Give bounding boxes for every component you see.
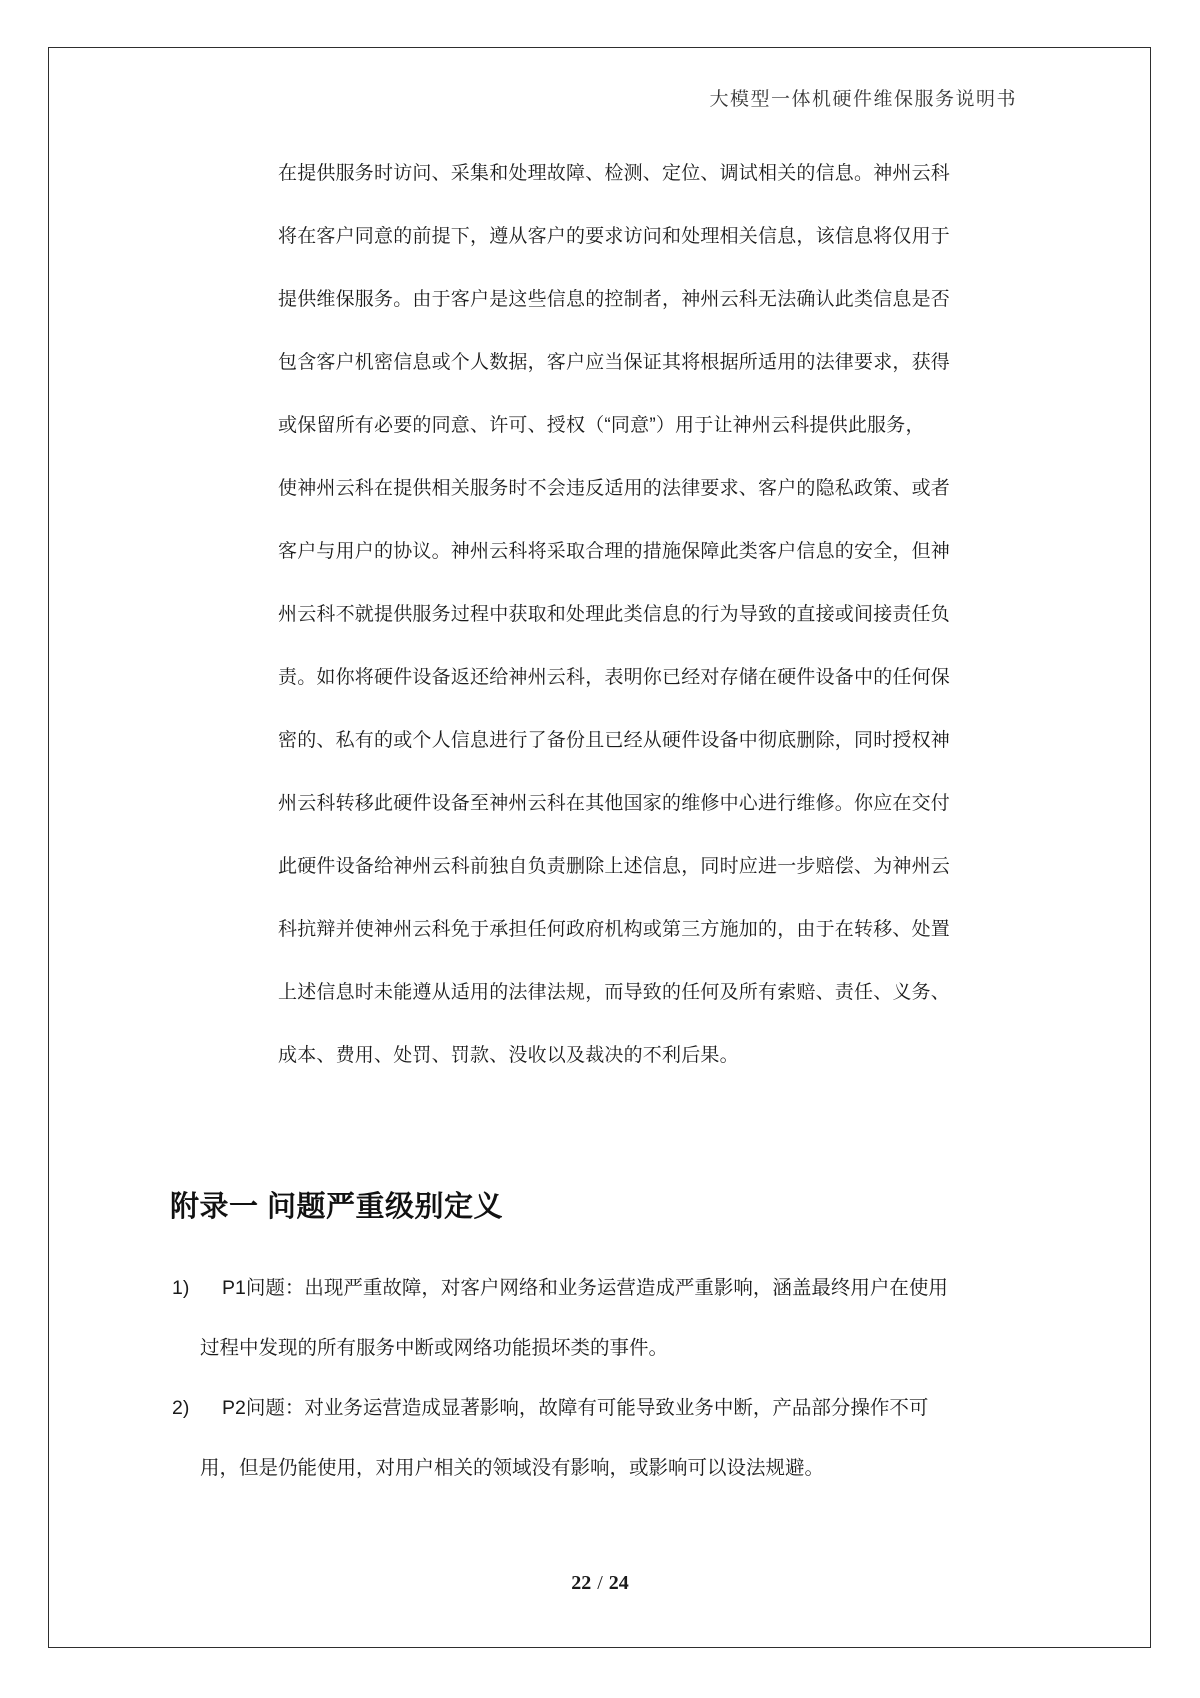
appendix-heading: 附录一 问题严重级别定义 xyxy=(170,1191,504,1223)
list-item-text: 用，但是仍能使用，对用户相关的领域没有影响，或影响可以设法规避。 xyxy=(200,1457,825,1479)
total-page-number: 24 xyxy=(608,1572,629,1594)
paragraph-line: 科抗辩并使神州云科免于承担任何政府机构或第三方施加的，由于在转移、处置 xyxy=(278,919,951,940)
severity-level-list xyxy=(0,1258,1200,1498)
list-item-text: P1问题：出现严重故障，对客户网络和业务运营造成严重影响，涵盖最终用户在使用 xyxy=(222,1277,948,1299)
list-item-text: 过程中发现的所有服务中断或网络功能损坏类的事件。 xyxy=(200,1337,669,1359)
paragraph-line: 提供维保服务。由于客户是这些信息的控制者，神州云科无法确认此类信息是否 xyxy=(278,289,951,310)
paragraph-line: 上述信息时未能遵从适用的法律法规，而导致的任何及所有索赔、责任、义务、 xyxy=(278,982,951,1003)
paragraph-line: 在提供服务时访问、采集和处理故障、检测、定位、调试相关的信息。神州云科 xyxy=(278,163,951,184)
list-marker: 1) xyxy=(172,1277,190,1299)
list-item-p2 xyxy=(0,1378,1200,1498)
list-item-p1 xyxy=(0,1258,1200,1378)
paragraph-line: 包含客户机密信息或个人数据，客户应当保证其将根据所适用的法律要求，获得 xyxy=(278,352,951,373)
list-item-text: P2问题：对业务运营造成显著影响，故障有可能导致业务中断，产品部分操作不可 xyxy=(222,1397,929,1419)
paragraph-line: 密的、私有的或个人信息进行了备份且已经从硬件设备中彻底删除，同时授权神 xyxy=(278,730,951,751)
page-separator: / xyxy=(597,1572,603,1594)
paragraph-line: 或保留所有必要的同意、许可、授权（“同意”）用于让神州云科提供此服务， xyxy=(278,415,925,436)
paragraph-line: 客户与用户的协议。神州云科将采取合理的措施保障此类客户信息的安全，但神 xyxy=(278,541,951,562)
document-header-title: 大模型一体机硬件维保服务说明书 xyxy=(709,89,1017,110)
paragraph-line: 使神州云科在提供相关服务时不会违反适用的法律要求、客户的隐私政策、或者 xyxy=(278,478,951,499)
paragraph-line: 责。如你将硬件设备返还给神州云科，表明你已经对存储在硬件设备中的任何保 xyxy=(278,667,951,688)
current-page-number: 22 xyxy=(571,1572,592,1594)
page-footer xyxy=(0,1572,1200,1595)
paragraph-line: 州云科转移此硬件设备至神州云科在其他国家的维修中心进行维修。你应在交付 xyxy=(278,793,951,814)
paragraph-line: 成本、费用、处罚、罚款、没收以及裁决的不利后果。 xyxy=(278,1045,739,1066)
body-paragraph xyxy=(278,142,951,1087)
paragraph-line: 将在客户同意的前提下，遵从客户的要求访问和处理相关信息，该信息将仅用于 xyxy=(278,226,951,247)
paragraph-line: 州云科不就提供服务过程中获取和处理此类信息的行为导致的直接或间接责任负 xyxy=(278,604,951,625)
list-marker: 2) xyxy=(172,1397,190,1419)
paragraph-line: 此硬件设备给神州云科前独自负责删除上述信息，同时应进一步赔偿、为神州云 xyxy=(278,856,951,877)
